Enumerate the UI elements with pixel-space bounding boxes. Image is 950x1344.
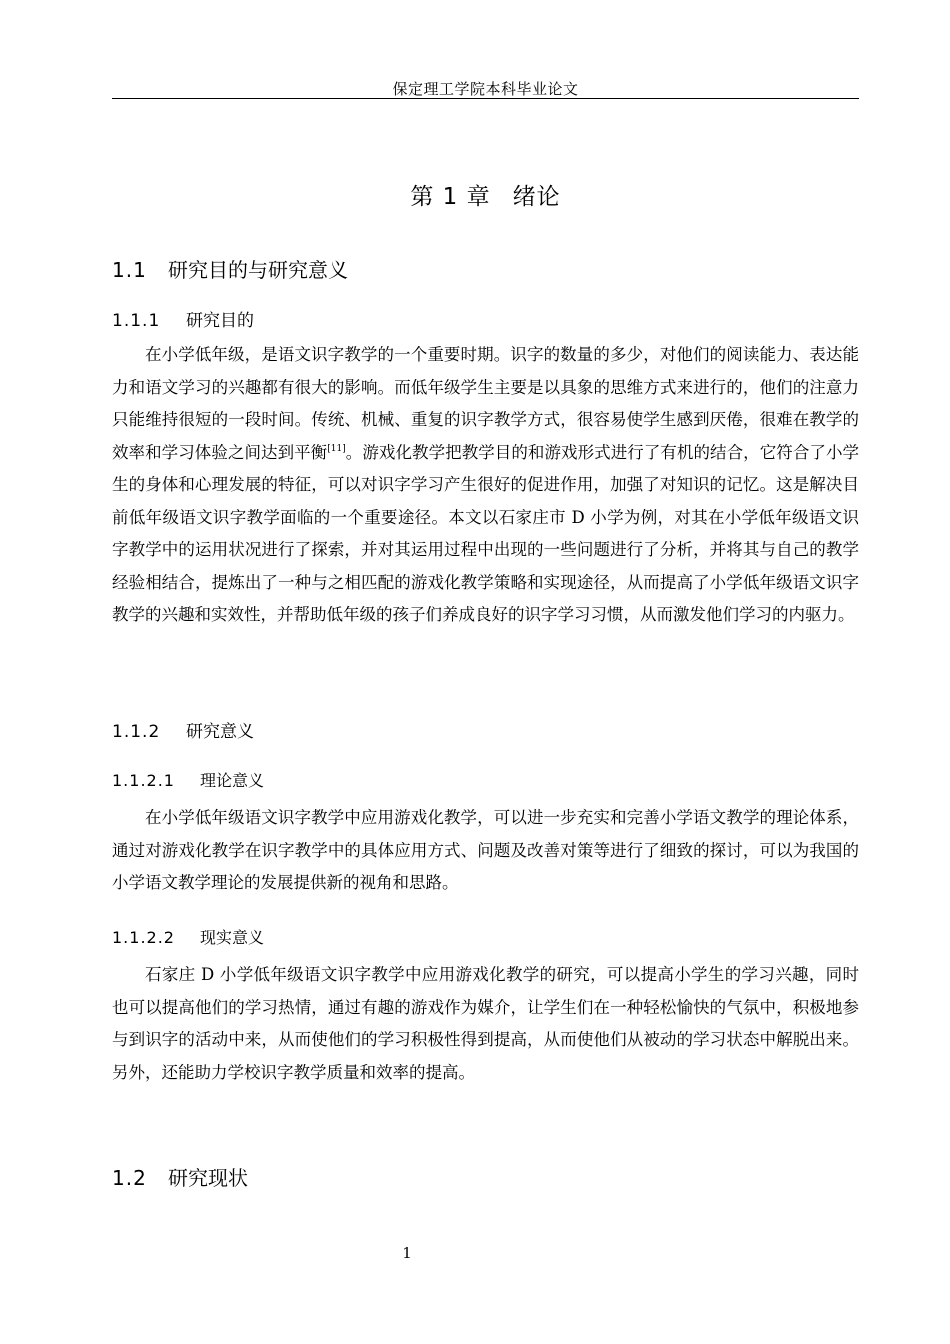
subsubsection-heading-1-1-2-1 [112, 768, 264, 791]
section-title: 研究现状 [168, 1166, 248, 1190]
subsection-number: 1.1.1 [112, 311, 161, 331]
subsubsection-number: 1.1.2.2 [112, 928, 175, 947]
section-heading-1-2 [112, 1162, 248, 1191]
chapter-title [112, 178, 859, 211]
section-number: 1.2 [112, 1166, 147, 1190]
paragraph-text: 在小学低年级，是语文识字教学的一个重要时期。识字的数量的多少，对他们的阅读能力、表达能力和语文学习的兴趣都有很大的影响。而低年级学生主要是以具象的思维方式来进行的，他们的注意力只能维持很短的一段时间。传统、机械、重复的识字教学方式，很容易使学生感到厌倦，很难在教学的效率和学习体验之间达到平衡 [112, 345, 859, 462]
paragraph-research-purpose [112, 339, 859, 632]
subsection-title: 研究意义 [186, 722, 254, 742]
subsection-title: 研究目的 [186, 311, 254, 331]
subsubsection-title: 现实意义 [200, 928, 265, 947]
section-number: 1.1 [112, 258, 147, 282]
section-heading-1-1 [112, 254, 348, 283]
subsubsection-heading-1-1-2-2 [112, 925, 264, 948]
subsection-heading-1-1-1 [112, 306, 254, 331]
running-header: 保定理工学院本科毕业论文 [392, 80, 579, 98]
subsection-number: 1.1.2 [112, 722, 161, 742]
page-number: 1 [402, 1244, 412, 1262]
subsubsection-title: 理论意义 [200, 771, 265, 790]
paragraph-theoretical-significance: 在小学低年级语文识字教学中应用游戏化教学，可以进一步充实和完善小学语文教学的理论体系，通过对游戏化教学在识字教学中的具体应用方式、问题及改善对策等进行了细致的探讨，可以为我国的小学语文教学理论的发展提供新的视角和思路。 [112, 808, 859, 892]
chapter-name: 绪论 [512, 184, 561, 210]
paragraph-text: 。游戏化教学把教学目的和游戏形式进行了有机的结合，它符合了小学生的身体和心理发展的特征，可以对识字学习产生很好的促进作用，加强了对知识的记忆。这是解决目前低年级语文识字教学面临的一个重要途径。本文以石家庄市 D 小学为例，对其在小学低年级语文识字教学中的运用状况进行了探索，并对其运用过程中出现的一些问题进行了分析，并将其与自己的教学经验相结合，提炼出了一种与之相匹配的游戏化教学策略和实现途径，从而提高了小学低年级语文识字教学的兴趣和实效性，并帮助低年级的孩子们养成良好的识字学习习惯，从而激发他们学习的内驱力。 [112, 442, 860, 624]
subsection-heading-1-1-2 [112, 717, 254, 742]
section-title: 研究目的与研究意义 [168, 258, 348, 282]
paragraph-practical-significance: 石家庄 D 小学低年级语文识字教学中应用游戏化教学的研究，可以提高小学生的学习兴趣，同时也可以提高他们的学习热情，通过有趣的游戏作为媒介，让学生们在一种轻松愉快的气氛中，积极地参与到识字的活动中来，从而使他们的学习积极性得到提高，从而使他们从被动的学习状态中解脱出来。另外，还能助力学校识字教学质量和效率的提高。 [112, 965, 859, 1082]
chapter-number: 第 1 章 [410, 184, 491, 210]
header-rule [112, 98, 859, 99]
citation-mark: [11] [327, 443, 346, 454]
subsubsection-number: 1.1.2.1 [112, 771, 175, 790]
